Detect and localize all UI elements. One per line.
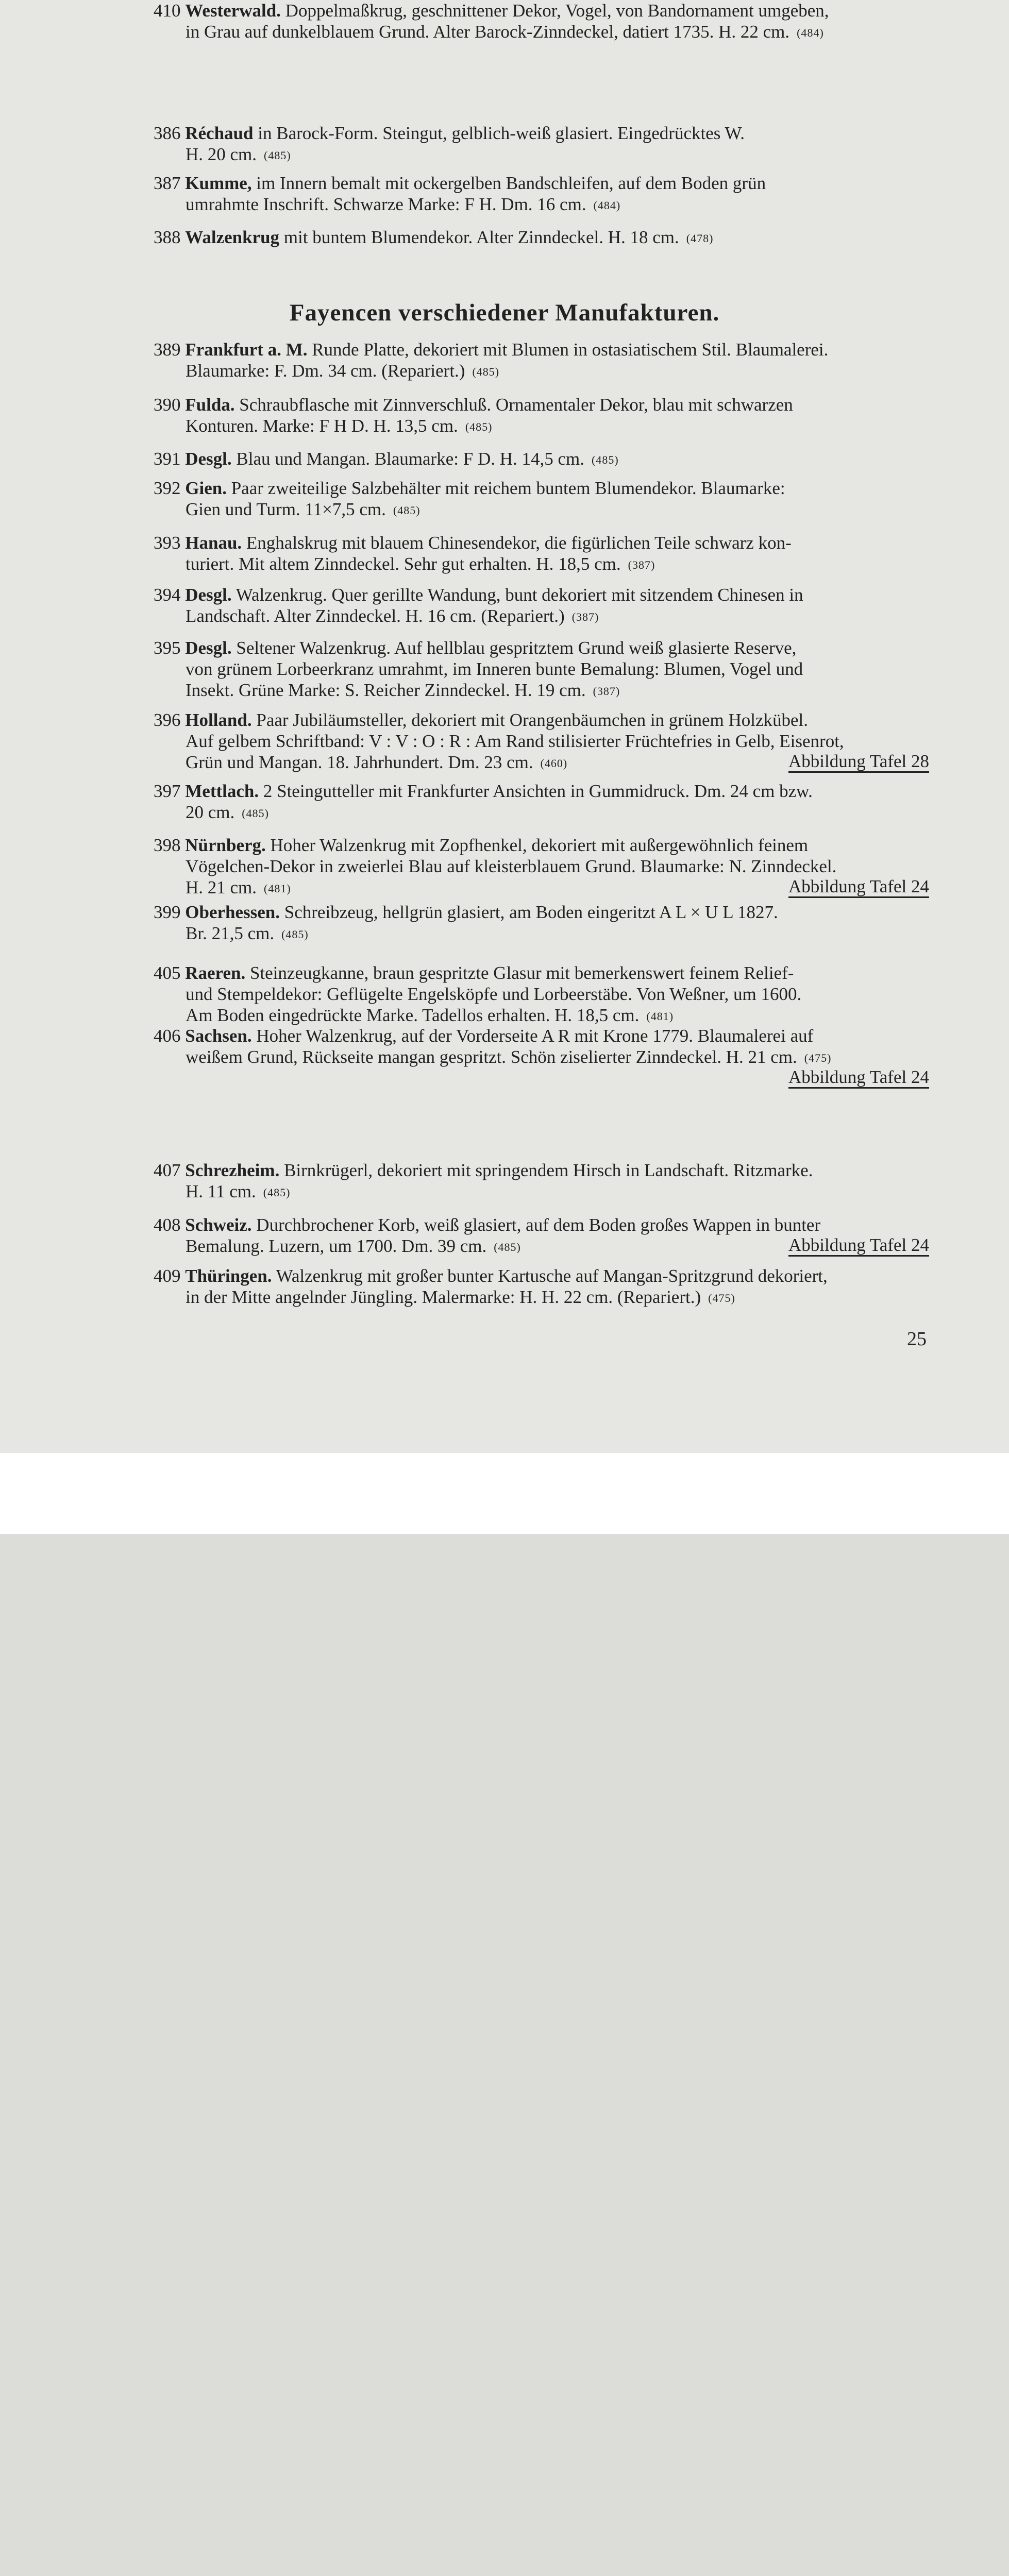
entry-number: 393 <box>154 533 181 553</box>
entry-line <box>154 984 929 1005</box>
entry-text: Konturen. Marke: F H D. H. 13,5 cm. <box>186 416 458 436</box>
entry-text: Steinzeugkanne, braun gespritzte Glasur mit bemerkenswert feinem Relief- <box>245 963 794 983</box>
entry-number: 398 <box>154 835 181 855</box>
lot-reference: (485) <box>242 807 269 820</box>
entry-number: 409 <box>154 1266 181 1286</box>
entry-line <box>154 394 929 415</box>
lot-reference: (485) <box>494 1241 521 1253</box>
entry-heading: Desgl. <box>185 638 232 658</box>
entry-number: 391 <box>154 449 181 469</box>
entry-text: Birnkrügerl, dekoriert mit springendem Hirsch in Landschaft. Ritzmarke. <box>279 1160 813 1180</box>
plate-reference: Abbildung Tafel 24 <box>788 877 929 898</box>
footer-bar <box>0 1453 1009 1534</box>
entry-line <box>154 1286 929 1309</box>
entry-line <box>154 856 929 877</box>
entry-line <box>154 1046 929 1069</box>
lot-reference: (484) <box>593 199 621 212</box>
lot-reference: (475) <box>804 1052 832 1064</box>
entry-line <box>154 553 929 575</box>
entry-line <box>154 680 929 702</box>
entry-number: 407 <box>154 1160 181 1180</box>
catalog-entry <box>154 339 929 382</box>
entry-line <box>154 731 929 752</box>
lot-reference: (481) <box>264 882 291 895</box>
lot-reference: (485) <box>393 504 421 517</box>
catalog-entry <box>154 781 929 824</box>
lot-reference: (475) <box>708 1292 735 1304</box>
catalog-entry <box>154 0 929 43</box>
entry-line <box>154 0 929 21</box>
entry-number: 408 <box>154 1215 181 1235</box>
plate-reference: Abbildung Tafel 24 <box>788 1067 929 1089</box>
entry-text: H. 21 cm. <box>186 877 257 897</box>
entry-text: Schraubflasche mit Zinnverschluß. Ornamentaler Dekor, blau mit schwarzen <box>234 395 793 415</box>
entry-number: 396 <box>154 710 181 730</box>
entry-line <box>154 144 929 166</box>
entry-text: H. 20 cm. <box>186 144 257 164</box>
entry-line <box>154 1005 929 1027</box>
plate-reference: Abbildung Tafel 24 <box>788 1235 929 1257</box>
entry-line <box>154 584 929 605</box>
entry-text: und Stempeldekor: Geflügelte Engelsköpfe und Lorbeerstäbe. Von Weßner, um 1600. <box>186 984 802 1004</box>
entry-heading: Réchaud <box>185 123 254 143</box>
catalog-entry <box>154 173 929 216</box>
entry-line <box>154 902 929 923</box>
lot-reference: (485) <box>264 149 291 162</box>
entry-line <box>154 415 929 437</box>
entry-number: 399 <box>154 902 181 922</box>
entry-line <box>154 658 929 680</box>
entry-heading: Oberhessen. <box>185 902 280 922</box>
entry-heading: Schweiz. <box>185 1215 252 1235</box>
entry-text: Blaumarke: F. Dm. 34 cm. (Repariert.) <box>186 361 465 381</box>
catalog-entry <box>154 902 929 945</box>
entry-text: Seltener Walzenkrug. Auf hellblau gespritztem Grund weiß glasierte Reserve, <box>231 638 797 658</box>
entry-text: Walzenkrug mit großer bunter Kartusche auf Mangan-Spritzgrund dekoriert, <box>272 1266 828 1286</box>
entry-text: in Barock-Form. Steingut, gelblich-weiß glasiert. Eingedrücktes W. <box>253 123 745 143</box>
entry-heading: Sachsen. <box>185 1026 252 1046</box>
entry-line <box>154 781 929 802</box>
entry-heading: Fulda. <box>185 395 235 415</box>
lot-reference: (387) <box>628 558 655 571</box>
catalog-entry <box>154 123 929 166</box>
entry-text: umrahmte Inschrift. Schwarze Marke: F H. Dm. 16 cm. <box>186 194 586 214</box>
entry-number: 388 <box>154 227 181 247</box>
entry-line <box>154 637 929 658</box>
entry-number: 395 <box>154 638 181 658</box>
entry-line <box>154 605 929 628</box>
entry-text: Blau und Mangan. Blaumarke: F D. H. 14,5 cm. <box>231 449 585 469</box>
entry-heading: Westerwald. <box>185 1 281 21</box>
entry-text: Runde Platte, dekoriert mit Blumen in ostasiatischem Stil. Blaumalerei. <box>307 340 829 360</box>
entry-line <box>154 802 929 824</box>
entry-line <box>154 173 929 194</box>
entry-text: turiert. Mit altem Zinndeckel. Sehr gut erhalten. H. 18,5 cm. <box>186 554 621 574</box>
entry-heading: Mettlach. <box>185 781 259 801</box>
entry-heading: Desgl. <box>185 585 232 605</box>
entry-number: 386 <box>154 123 181 143</box>
entry-text: Auf gelbem Schriftband: V : V : O : R : Am Rand stilisierter Früchtefries in Gelb, Eisenrot, <box>186 731 844 751</box>
entry-line <box>154 962 929 984</box>
entry-line <box>154 21 929 43</box>
catalog-entry <box>154 1214 929 1258</box>
entry-heading: Desgl. <box>185 449 232 469</box>
entry-number: 394 <box>154 585 181 605</box>
entry-heading: Raeren. <box>185 963 246 983</box>
lot-reference: (485) <box>465 420 493 433</box>
entry-line <box>154 339 929 360</box>
entry-line <box>154 1265 929 1286</box>
entry-heading: Frankfurt a. M. <box>185 340 308 360</box>
catalog-entry <box>154 835 929 899</box>
entry-text: Br. 21,5 cm. <box>186 923 275 943</box>
entry-number: 405 <box>154 963 181 983</box>
entry-text: Gien und Turm. 11×7,5 cm. <box>186 499 386 519</box>
lot-reference: (484) <box>797 26 824 39</box>
entry-heading: Walzenkrug <box>185 227 280 247</box>
entry-line <box>154 360 929 382</box>
entry-number: 397 <box>154 781 181 801</box>
entry-number: 389 <box>154 340 181 360</box>
lot-reference: (485) <box>263 1186 291 1199</box>
entry-text: H. 11 cm. <box>186 1181 256 1201</box>
catalog-entry <box>154 637 929 702</box>
entry-text: 2 Steingutteller mit Frankfurter Ansichten in Gummidruck. Dm. 24 cm bzw. <box>259 781 813 801</box>
entry-heading: Gien. <box>185 478 227 498</box>
entry-line <box>154 194 929 216</box>
entry-line <box>154 123 929 144</box>
entry-text: Paar Jubiläumsteller, dekoriert mit Orangenbäumchen in grünem Holzkübel. <box>251 710 809 730</box>
entry-heading: Thüringen. <box>185 1266 272 1286</box>
lot-reference: (481) <box>646 1010 674 1023</box>
catalog-entry <box>154 962 929 1027</box>
entry-text: in Grau auf dunkelblauem Grund. Alter Barock-Zinndeckel, datiert 1735. H. 22 cm. <box>186 22 790 42</box>
entry-line <box>154 227 929 249</box>
entry-text: mit buntem Blumendekor. Alter Zinndeckel. H. 18 cm. <box>279 227 679 247</box>
lot-reference: (485) <box>472 365 500 378</box>
entry-text: 20 cm. <box>186 802 235 822</box>
entry-text: Durchbrochener Korb, weiß glasiert, auf dem Boden großes Wappen in bunter <box>251 1215 821 1235</box>
entry-number: 390 <box>154 395 181 415</box>
catalog-entry <box>154 532 929 575</box>
lot-reference: (460) <box>540 757 568 770</box>
entry-text: weißem Grund, Rückseite mangan gespritzt. Schön ziselierter Zinndeckel. H. 21 cm. <box>186 1047 797 1067</box>
entry-line <box>154 478 929 499</box>
entry-text: Walzenkrug. Quer gerillte Wandung, bunt dekoriert mit sitzendem Chinesen in <box>231 585 803 605</box>
catalog-entry <box>154 584 929 628</box>
catalog-entry <box>154 1265 929 1309</box>
entry-text: Landschaft. Alter Zinndeckel. H. 16 cm. (Repariert.) <box>186 606 565 626</box>
lot-reference: (387) <box>571 611 599 623</box>
entry-line <box>154 1214 929 1235</box>
entry-text: Insekt. Grüne Marke: S. Reicher Zinndeckel. H. 19 cm. <box>186 680 586 700</box>
entry-number: 387 <box>154 173 181 193</box>
lot-reference: (485) <box>281 928 309 941</box>
catalog-entry <box>154 478 929 521</box>
entry-heading: Hanau. <box>185 533 242 553</box>
entry-number: 392 <box>154 478 181 498</box>
entry-text: Grün und Mangan. 18. Jahrhundert. Dm. 23 cm. <box>186 752 533 772</box>
entry-text: Doppelmaßkrug, geschnittener Dekor, Vogel, von Bandornament umgeben, <box>280 1 829 21</box>
catalog-entry <box>154 1160 929 1203</box>
entry-text: Paar zweiteilige Salzbehälter mit reichem buntem Blumendekor. Blaumarke: <box>226 478 785 498</box>
entry-line <box>154 499 929 521</box>
catalog-entry <box>154 448 929 470</box>
entry-text: Bemalung. Luzern, um 1700. Dm. 39 cm. <box>186 1236 487 1256</box>
entry-text: Hoher Walzenkrug mit Zopfhenkel, dekoriert mit außergewöhnlich feinem <box>265 835 809 855</box>
entry-line <box>154 448 929 470</box>
entry-text: Vögelchen-Dekor in zweierlei Blau auf kleisterblauem Grund. Blaumarke: N. Zinndeckel. <box>186 856 837 876</box>
entry-line <box>154 1025 929 1046</box>
catalog-entry <box>154 394 929 437</box>
lot-reference: (485) <box>592 453 619 466</box>
catalog-entry <box>154 227 929 249</box>
entry-line <box>154 1181 929 1203</box>
section-title: Fayencen verschiedener Manufakturen. <box>289 299 720 326</box>
lot-reference: (478) <box>686 232 714 245</box>
catalog-entry <box>154 709 929 774</box>
entry-heading: Kumme, <box>185 173 252 193</box>
entry-line <box>154 1160 929 1181</box>
entry-line <box>154 835 929 856</box>
entry-number: 406 <box>154 1026 181 1046</box>
entry-text: Hoher Walzenkrug, auf der Vorderseite A R mit Krone 1779. Blaumalerei auf <box>251 1026 814 1046</box>
entry-line <box>154 532 929 553</box>
lot-reference: (387) <box>593 685 620 698</box>
entry-text: in der Mitte angelnder Jüngling. Malermarke: H. H. 22 cm. (Repariert.) <box>186 1287 701 1307</box>
entry-number: 410 <box>154 1 181 21</box>
page-number: 25 <box>907 1328 927 1350</box>
entry-line <box>154 709 929 731</box>
entry-heading: Schrezheim. <box>185 1160 280 1180</box>
entry-text: Schreibzeug, hellgrün glasiert, am Boden eingeritzt A L × U L 1827. <box>280 902 778 922</box>
plate-reference: Abbildung Tafel 28 <box>788 752 929 773</box>
entry-line <box>154 923 929 945</box>
entry-text: von grünem Lorbeerkranz umrahmt, im Inneren bunte Bemalung: Blumen, Vogel und <box>186 659 803 679</box>
entry-text: im Innern bemalt mit ockergelben Bandschleifen, auf dem Boden grün <box>251 173 766 193</box>
entry-heading: Holland. <box>185 710 252 730</box>
entry-heading: Nürnberg. <box>185 835 266 855</box>
catalog-entry <box>154 1025 929 1087</box>
entry-text: Enghalskrug mit blauem Chinesendekor, die figürlichen Teile schwarz kon- <box>242 533 792 553</box>
entry-text: Am Boden eingedrückte Marke. Tadellos erhalten. H. 18,5 cm. <box>186 1005 640 1025</box>
